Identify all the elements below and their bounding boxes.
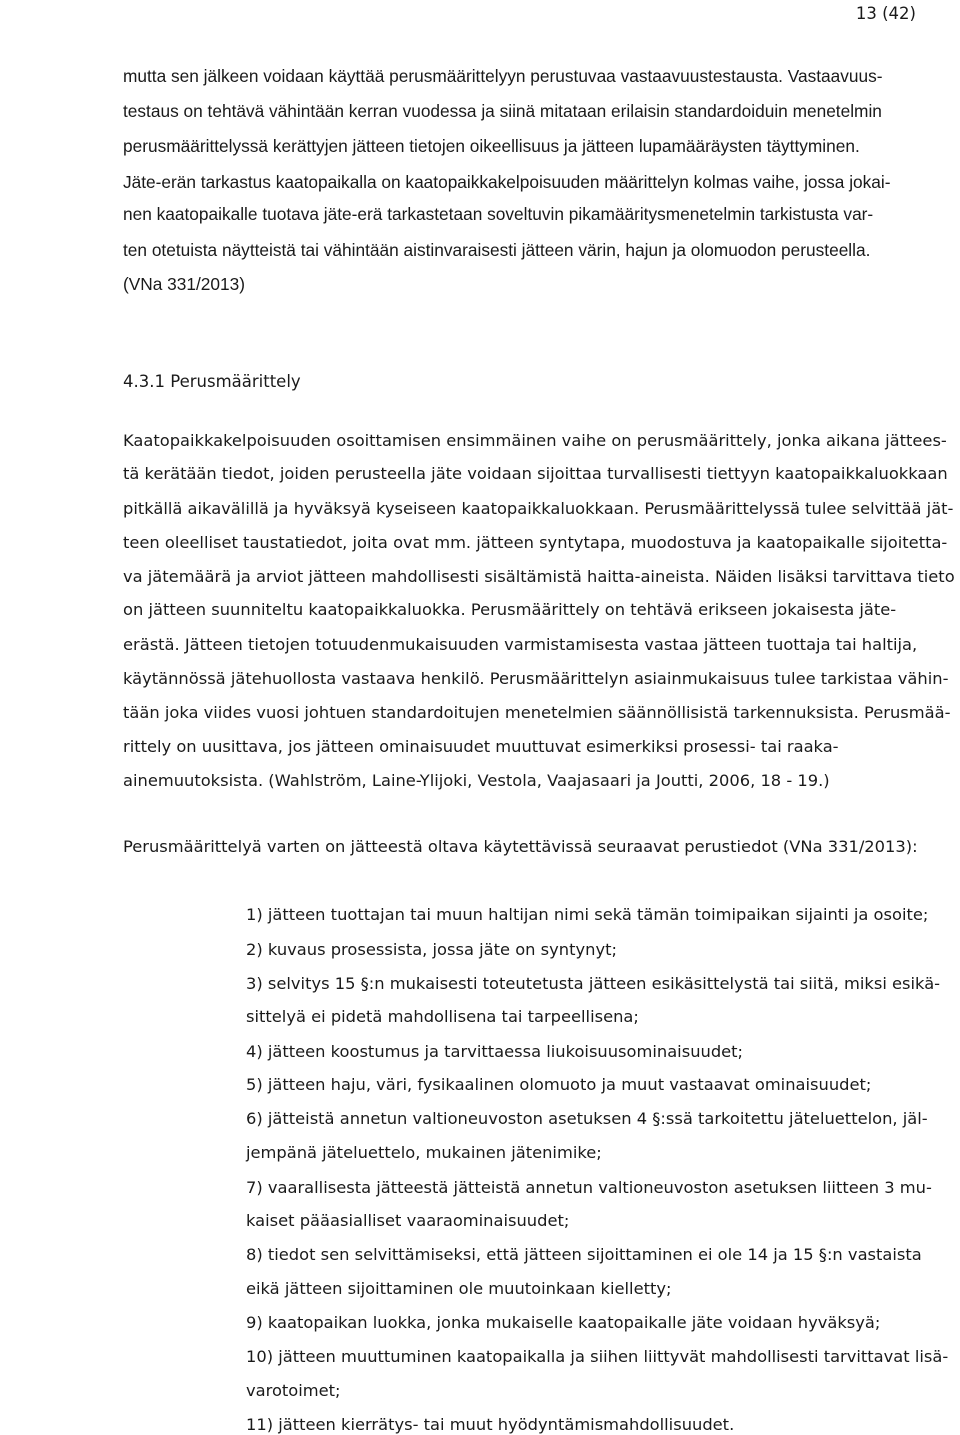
- list-item: 10) jätteen muuttuminen kaatopaikalla ja siihen liittyvät mahdollisesti tarvittavat lisä-: [246, 1347, 949, 1366]
- paragraph-line: Perusmäärittelyä varten on jätteestä oltava käytettävissä seuraavat perustiedot (VNa 331/2013):: [123, 837, 918, 856]
- paragraph-line: va jätemäärä ja arviot jätteen mahdollisesti sisältämistä haitta-aineista. Näiden lisäksi tarvittava tieto: [123, 567, 955, 586]
- list-item: 5) jätteen haju, väri, fysikaalinen olomuoto ja muut vastaavat ominaisuudet;: [246, 1075, 872, 1094]
- list-item: sittelyä ei pidetä mahdollisena tai tarpeellisena;: [246, 1007, 639, 1026]
- paragraph-line: ten otetuista näytteistä tai vähintään aistinvaraisesti jätteen värin, hajun ja olomuodon perusteella.: [123, 240, 871, 260]
- paragraph-line: perusmäärittelyssä kerättyjen jätteen tietojen oikeellisuus ja jätteen lupamääräysten täyttyminen.: [123, 136, 860, 156]
- page-number: 13 (42): [855, 4, 916, 23]
- paragraph-line: ainemuutoksista. (Wahlström, Laine-Ylijoki, Vestola, Vaajasaari ja Joutti, 2006, 18 - 19.): [123, 771, 830, 790]
- paragraph-line: tä kerätään tiedot, joiden perusteella jäte voidaan sijoittaa turvallisesti tiettyyn kaatopaikkaluokkaan: [123, 464, 948, 483]
- list-item: 9) kaatopaikan luokka, jonka mukaiselle kaatopaikalle jäte voidaan hyväksyä;: [246, 1313, 881, 1332]
- paragraph-line: pitkällä aikavälillä ja hyväksyä kyseiseen kaatopaikkaluokkaan. Perusmäärittelyssä tulee selvittää jät-: [123, 499, 954, 518]
- paragraph-line: mutta sen jälkeen voidaan käyttää perusmäärittelyyn perustuvaa vastaavuustestausta. Vastaavuus-: [123, 66, 883, 86]
- paragraph-line: on jätteen suunniteltu kaatopaikkaluokka. Perusmäärittely on tehtävä erikseen jokaisesta jäte-: [123, 600, 897, 619]
- paragraph-line: erästä. Jätteen tietojen totuudenmukaisuuden varmistamisesta vastaa jätteen tuottaja tai haltija,: [123, 635, 918, 654]
- list-item: eikä jätteen sijoittaminen ole muutoinkaan kielletty;: [246, 1279, 672, 1298]
- paragraph-line: tään joka viides vuosi johtuen standardoitujen menetelmien säännöllisistä tarkennuksista. Perusmää-: [123, 703, 951, 722]
- paragraph-line: nen kaatopaikalle tuotava jäte-erä tarkastetaan soveltuvin pikamääritysmenetelmin tarkistusta var-: [123, 204, 874, 224]
- list-item: 11) jätteen kierrätys- tai muut hyödyntämismahdollisuudet.: [246, 1415, 735, 1434]
- list-item: varotoimet;: [246, 1381, 341, 1400]
- paragraph-line: rittely on uusittava, jos jätteen ominaisuudet muuttuvat esimerkiksi prosessi- tai raaka-: [123, 737, 839, 756]
- section-heading: 4.3.1 Perusmäärittely: [123, 372, 301, 391]
- list-item: 6) jätteistä annetun valtioneuvoston asetuksen 4 §:ssä tarkoitettu jäteluettelon, jäl-: [246, 1109, 928, 1128]
- paragraph-line: käytännössä jätehuollosta vastaava henkilö. Perusmäärittelyn asiainmukaisuus tulee tarkistaa vähin-: [123, 669, 949, 688]
- list-item: jempänä jäteluettelo, mukainen jätenimike;: [246, 1143, 602, 1162]
- list-item: 8) tiedot sen selvittämiseksi, että jätteen sijoittaminen ei ole 14 ja 15 §:n vastaista: [246, 1245, 922, 1264]
- paragraph-line: teen oleelliset taustatiedot, joita ovat mm. jätteen syntytapa, muodostuva ja kaatopaikalle sijoitetta-: [123, 533, 948, 552]
- list-item: 3) selvitys 15 §:n mukaisesti toteutetusta jätteen esikäsittelystä tai siitä, miksi esikä-: [246, 974, 941, 993]
- list-item: 1) jätteen tuottajan tai muun haltijan nimi sekä tämän toimipaikan sijainti ja osoite;: [246, 905, 929, 924]
- paragraph-line: (VNa 331/2013): [123, 274, 246, 294]
- list-item: 2) kuvaus prosessista, jossa jäte on syntynyt;: [246, 940, 617, 959]
- paragraph-line: testaus on tehtävä vähintään kerran vuodessa ja siinä mitataan erilaisin standardoiduin menetelmin: [123, 101, 882, 121]
- list-item: 4) jätteen koostumus ja tarvittaessa liukoisuusominaisuudet;: [246, 1042, 744, 1061]
- list-item: kaiset pääasialliset vaaraominaisuudet;: [246, 1211, 570, 1230]
- list-item: 7) vaarallisesta jätteestä jätteistä annetun valtioneuvoston asetuksen liitteen 3 mu-: [246, 1178, 932, 1197]
- paragraph-line: Jäte-erän tarkastus kaatopaikalla on kaatopaikkakelpoisuuden määrittelyn kolmas vaihe, jossa jokai-: [123, 172, 891, 192]
- paragraph-line: Kaatopaikkakelpoisuuden osoittamisen ensimmäinen vaihe on perusmäärittely, jonka aikana jättees-: [123, 431, 947, 450]
